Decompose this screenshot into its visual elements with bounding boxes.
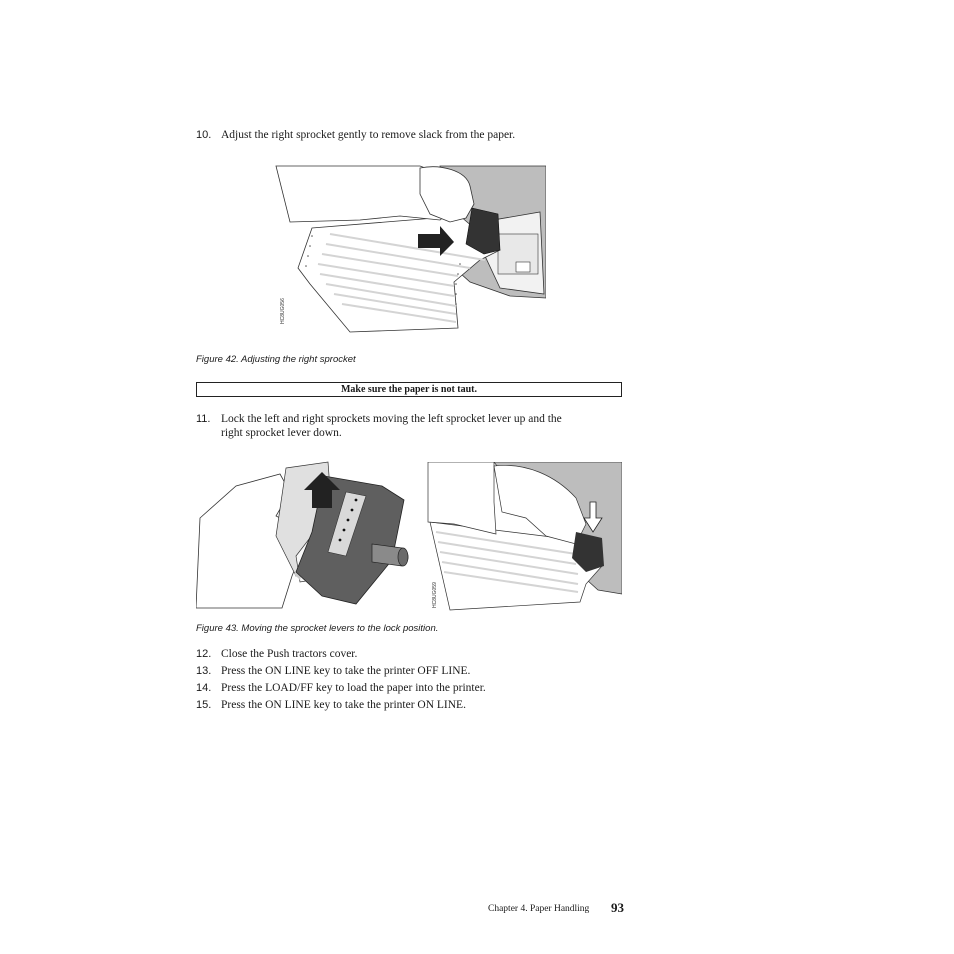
step-number: 10. (196, 129, 212, 141)
step-number: 11. (196, 413, 211, 425)
figure-42-caption: Figure 42. Adjusting the right sprocket (196, 354, 356, 365)
figure-43-right-illustration (426, 462, 622, 612)
step-text-line-1: Lock the left and right sprockets moving the left sprocket lever up and the (221, 413, 562, 425)
figure-42-illustration (270, 164, 546, 336)
step-number: 13. (196, 665, 212, 677)
figure-id-code: HC8UG056 (280, 298, 286, 324)
step-text: Press the LOAD/FF key to load the paper into the printer. (221, 682, 486, 694)
step-text: Press the ON LINE key to take the printer ON LINE. (221, 699, 466, 711)
page-number: 93 (611, 900, 624, 915)
figure-43-caption: Figure 43. Moving the sprocket levers to the lock position. (196, 623, 439, 634)
step-text: Adjust the right sprocket gently to remove slack from the paper. (221, 129, 516, 141)
footer-chapter-label: Chapter 4. Paper Handling (488, 904, 590, 914)
step-text: Press the ON LINE key to take the printer OFF LINE. (221, 665, 471, 677)
figure-43-left-illustration (196, 456, 412, 612)
figure-id-code: HC8UG059 (432, 582, 438, 608)
note-box: Make sure the paper is not taut. (196, 382, 622, 397)
step-number: 14. (196, 682, 212, 694)
step-number: 15. (196, 699, 212, 711)
step-text-line-2: right sprocket lever down. (221, 427, 342, 439)
step-text: Close the Push tractors cover. (221, 648, 358, 660)
step-number: 12. (196, 648, 212, 660)
